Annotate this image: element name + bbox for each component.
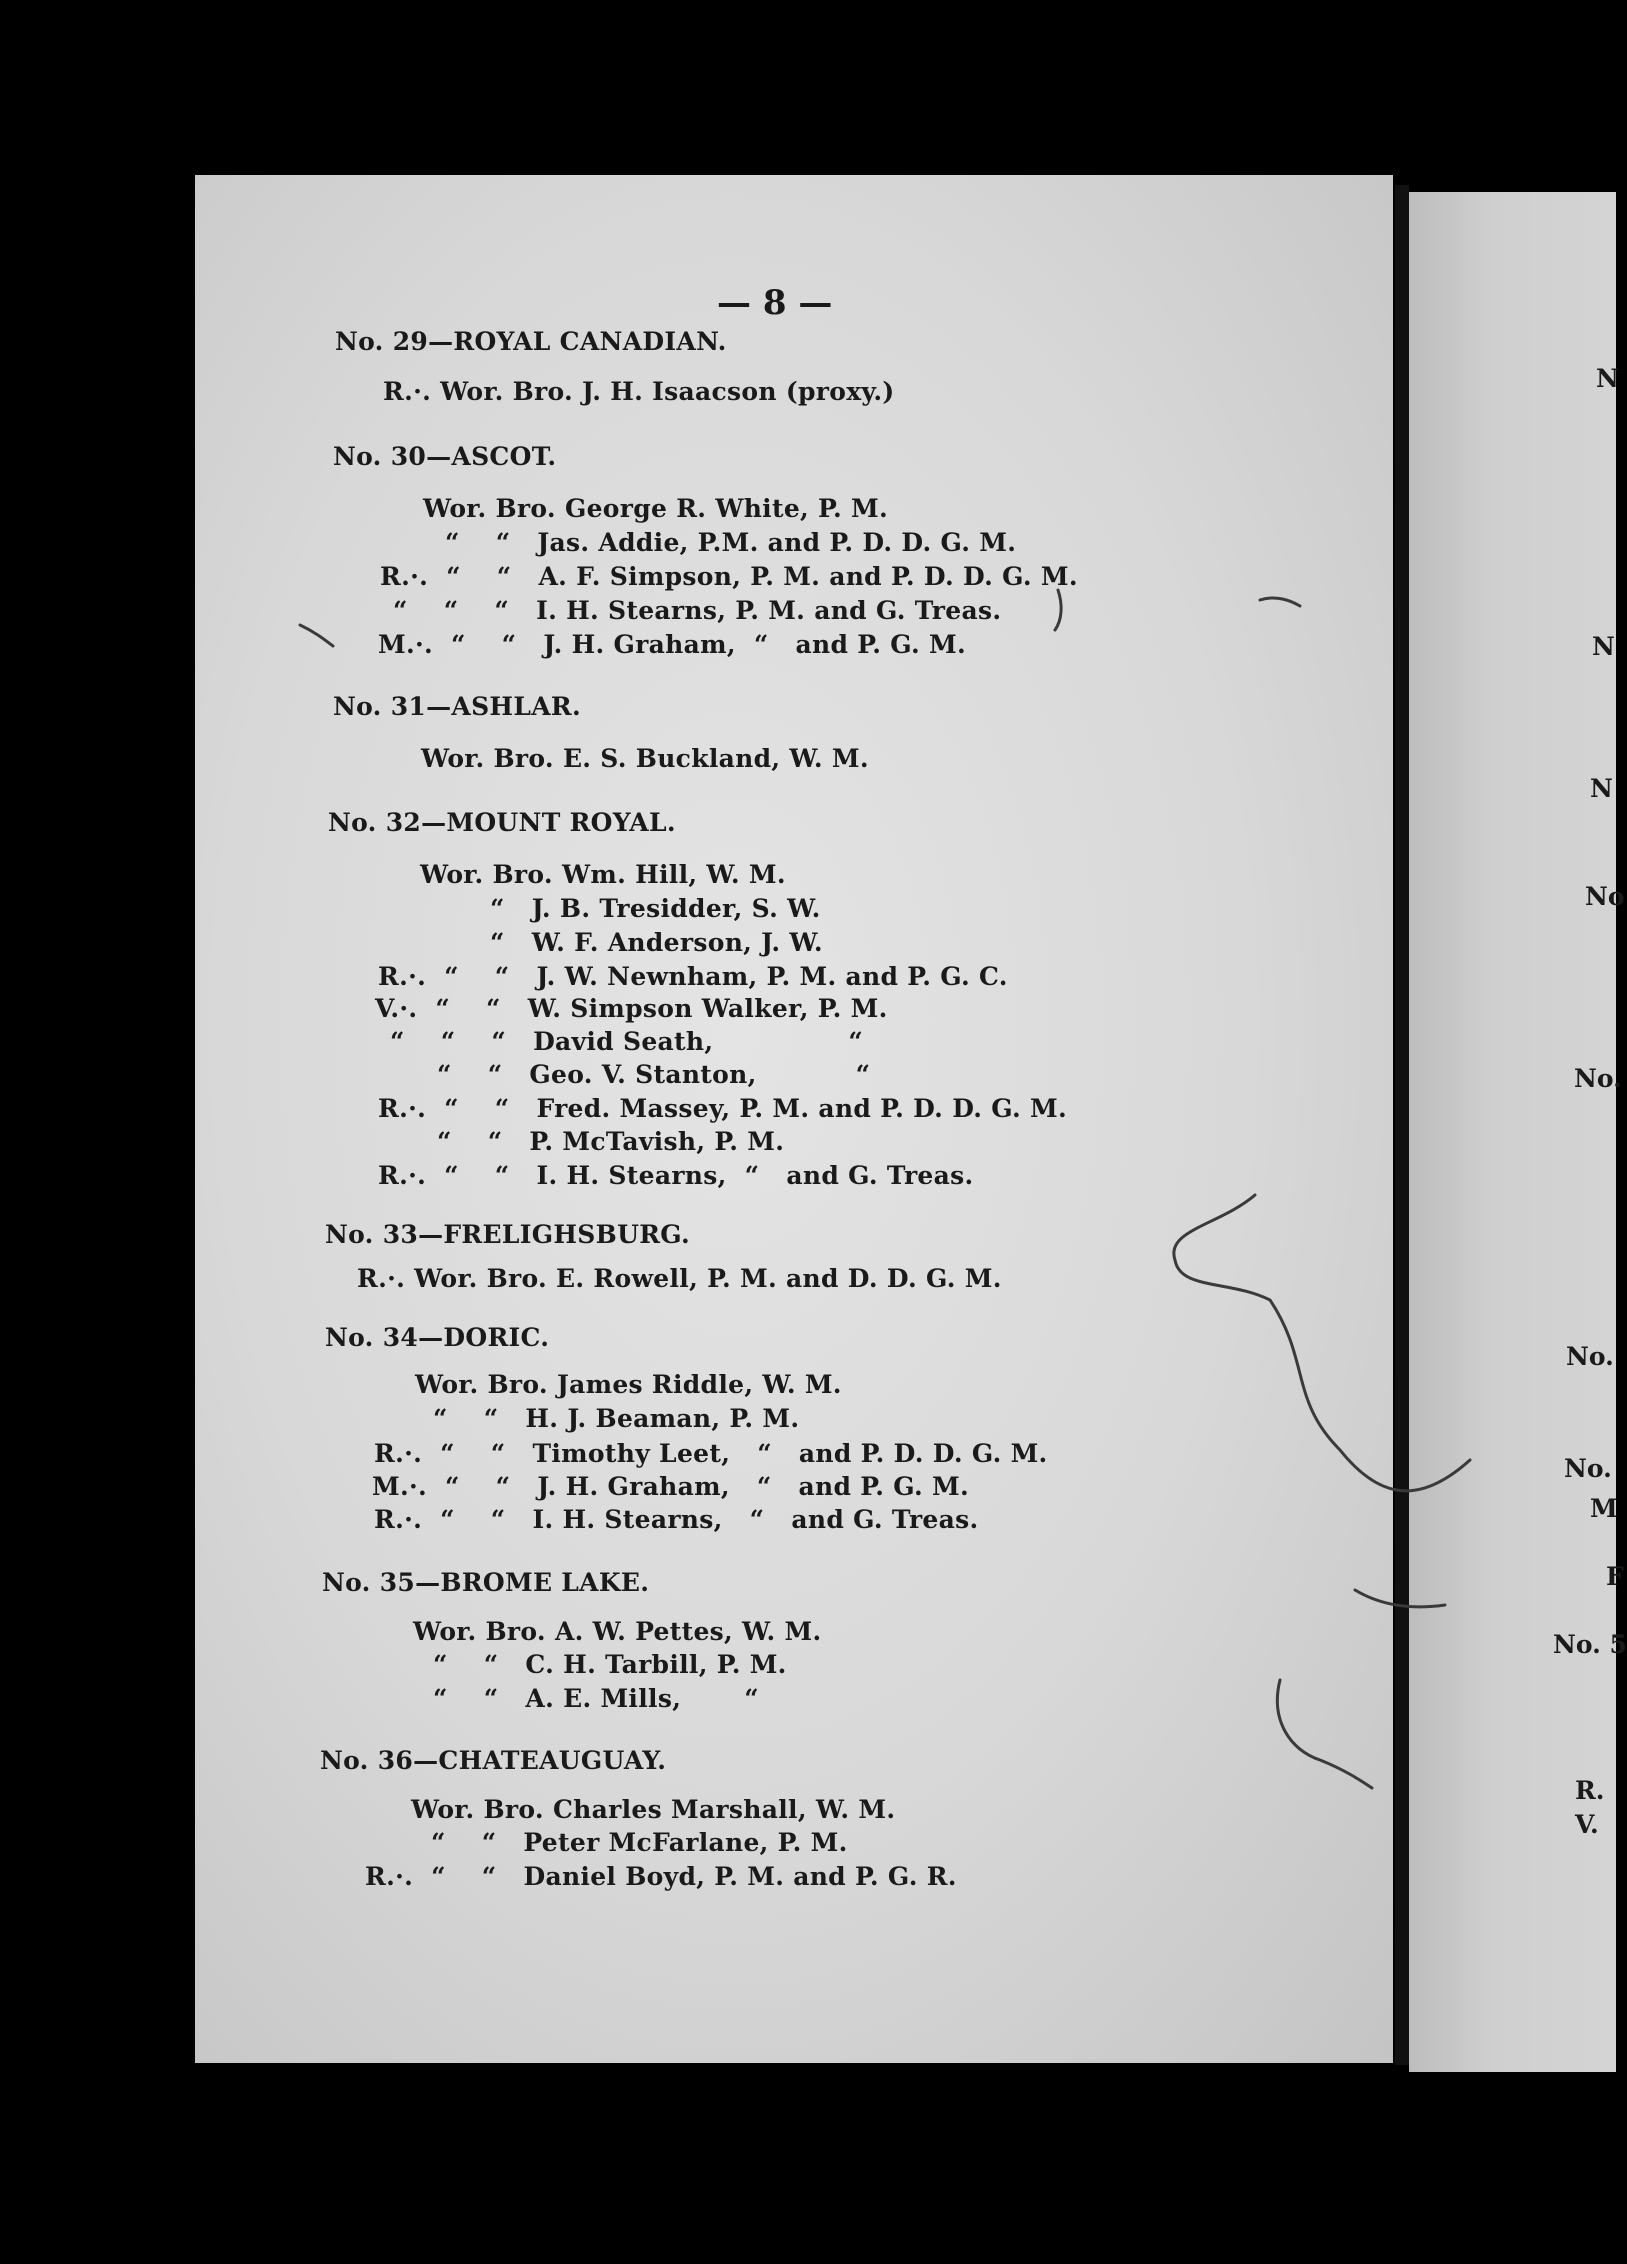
member-line: “ W. F. Anderson, J. W. [490, 928, 823, 957]
member-line: “ “ A. E. Mills, “ [433, 1684, 759, 1713]
member-line: R.·. “ “ J. W. Newnham, P. M. and P. G. C. [378, 962, 1008, 991]
member-line: R.·. “ “ Daniel Boyd, P. M. and P. G. R. [365, 1862, 957, 1891]
cutoff-fragment: N [1590, 774, 1613, 803]
member-line: R.·. Wor. Bro. E. Rowell, P. M. and D. D. G. M. [357, 1264, 1002, 1293]
member-line: Wor. Bro. A. W. Pettes, W. M. [413, 1617, 822, 1646]
cutoff-fragment: R. [1575, 1776, 1605, 1805]
page-number: — 8 — [717, 283, 833, 323]
cutoff-fragment: V. [1575, 1810, 1599, 1839]
member-line: “ “ Geo. V. Stanton, “ [437, 1060, 871, 1089]
member-line: “ “ P. McTavish, P. M. [437, 1127, 785, 1156]
member-line: “ “ “ I. H. Stearns, P. M. and G. Treas. [393, 596, 1002, 625]
member-line: R.·. “ “ Timothy Leet, “ and P. D. D. G. M. [374, 1439, 1048, 1468]
cutoff-fragment: No [1585, 882, 1625, 911]
page-gutter [1395, 185, 1409, 2065]
member-line: “ “ “ David Seath, “ [390, 1027, 864, 1056]
lodge-heading: No. 30—ASCOT. [333, 442, 557, 471]
member-line: V.·. “ “ W. Simpson Walker, P. M. [375, 994, 888, 1023]
lodge-heading: No. 31—ASHLAR. [333, 692, 582, 721]
member-line: Wor. Bro. James Riddle, W. M. [415, 1370, 842, 1399]
cutoff-fragment: No. 5 [1553, 1630, 1627, 1659]
member-line: Wor. Bro. E. S. Buckland, W. M. [421, 744, 869, 773]
member-line: “ “ C. H. Tarbill, P. M. [433, 1650, 787, 1679]
lodge-heading: No. 33—FRELIGHSBURG. [325, 1220, 691, 1249]
cutoff-fragment: No. [1566, 1342, 1614, 1371]
member-line: R.·. “ “ I. H. Stearns, “ and G. Treas. [378, 1161, 974, 1190]
member-line: “ “ Jas. Addie, P.M. and P. D. D. G. M. [445, 528, 1017, 557]
lodge-heading: No. 29—ROYAL CANADIAN. [335, 327, 727, 356]
member-line: R.·. Wor. Bro. J. H. Isaacson (proxy.) [383, 377, 895, 406]
lodge-heading: No. 34—DORIC. [325, 1323, 550, 1352]
cutoff-fragment: M [1590, 1494, 1618, 1523]
member-line: M.·. “ “ J. H. Graham, “ and P. G. M. [372, 1472, 970, 1501]
member-line: “ “ H. J. Beaman, P. M. [433, 1404, 800, 1433]
member-line: Wor. Bro. George R. White, P. M. [423, 494, 888, 523]
lodge-heading: No. 32—MOUNT ROYAL. [328, 808, 676, 837]
member-line: “ J. B. Tresidder, S. W. [490, 894, 821, 923]
member-line: “ “ Peter McFarlane, P. M. [431, 1828, 848, 1857]
member-line: R.·. “ “ I. H. Stearns, “ and G. Treas. [374, 1505, 979, 1534]
lodge-heading: No. 36—CHATEAUGUAY. [320, 1746, 667, 1775]
lodge-heading: No. 35—BROME LAKE. [322, 1568, 650, 1597]
cutoff-fragment: No. [1574, 1064, 1622, 1093]
member-line: M.·. “ “ J. H. Graham, “ and P. G. M. [378, 630, 967, 659]
cutoff-fragment: N [1592, 632, 1615, 661]
member-line: Wor. Bro. Wm. Hill, W. M. [420, 860, 786, 889]
member-line: R.·. “ “ Fred. Massey, P. M. and P. D. D. G. M. [378, 1094, 1068, 1123]
member-line: R.·. “ “ A. F. Simpson, P. M. and P. D. D. G. M. [380, 562, 1078, 591]
member-line: Wor. Bro. Charles Marshall, W. M. [411, 1795, 896, 1824]
cutoff-fragment: F [1606, 1562, 1624, 1591]
cutoff-fragment: No. [1564, 1454, 1612, 1483]
cutoff-fragment: N [1596, 364, 1619, 393]
